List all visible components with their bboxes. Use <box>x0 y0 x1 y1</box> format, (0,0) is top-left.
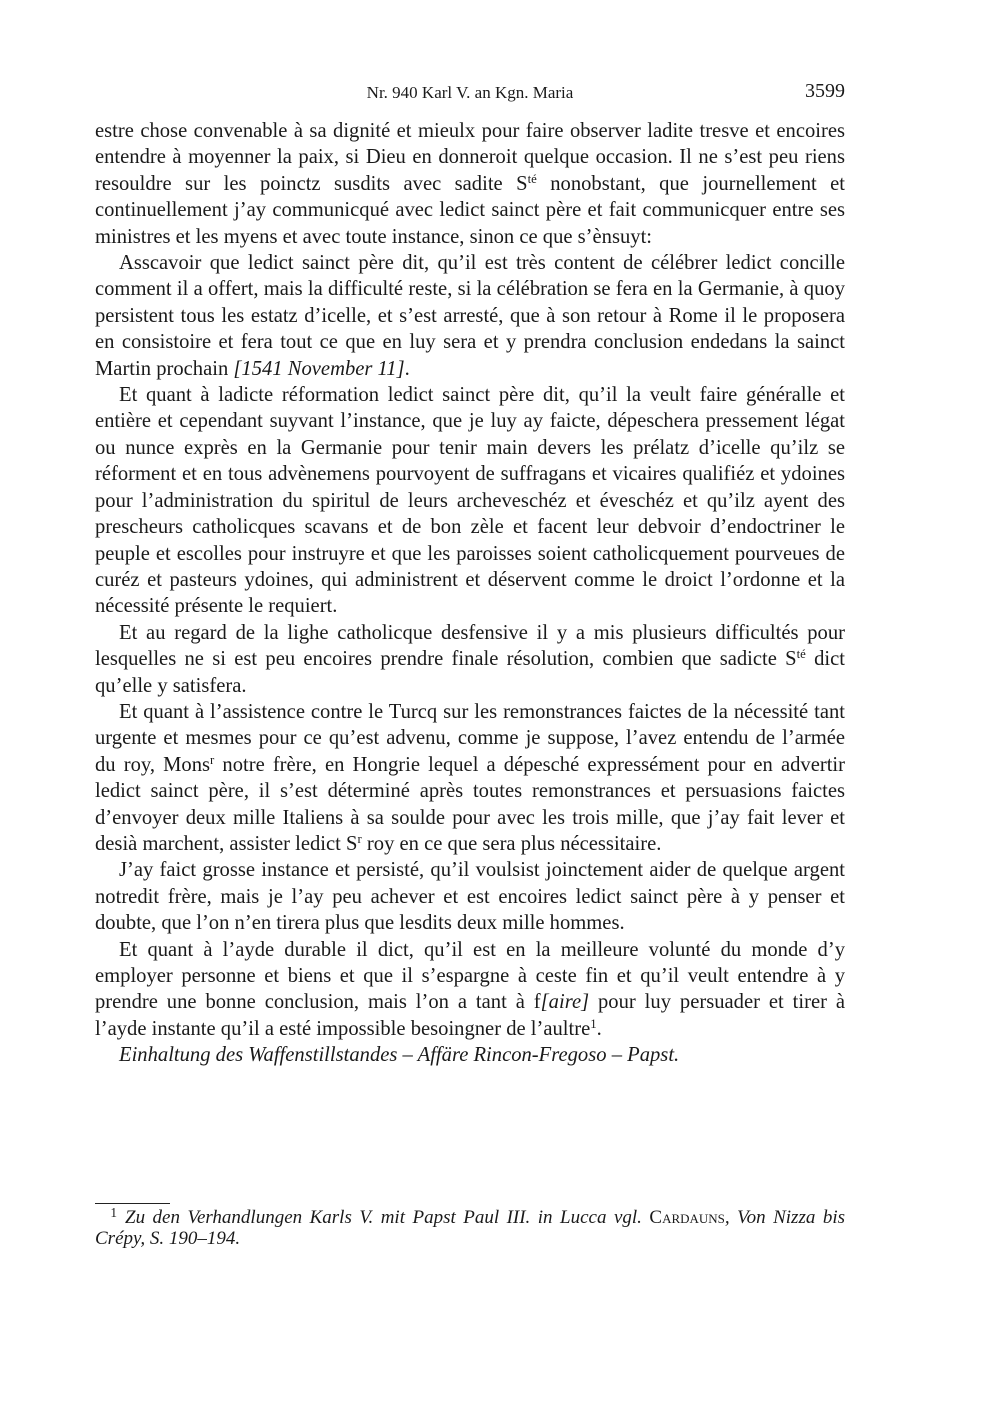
text-run: Et quant à ladicte réformation ledict sainct père dit, qu’il la veult faire généralle et entière et cependant suyvant l’instance, que je luy ay faicte, dépeschera pressement légat ou nunce exprès en la Germanie pour tenir main devers les prélatz d’icelle qu’ilz se réforment et en tous advènemens pourvoyent de suffragans et vicaires qualifiéz et ydoines pour l’administration du spiritul de leurs archeveschéz et éveschéz et qu’ilz ayent des prescheurs catholicques scavans et de bon zèle et facent leur debvoir d’endoctriner le peuple et escolles pour instruyre et que les paroisses soient catholicquement pourveues de curéz et pasteurs ydoines, qui administrent et déservent comme le droict l’ordonne et la nécessité présente le requiert. <box>95 384 845 618</box>
italic-text: , Von Nizza bis Crépy, S. 190–194. <box>95 1207 845 1249</box>
superscript: r <box>357 831 362 846</box>
paragraph <box>95 1042 845 1068</box>
paragraph <box>95 699 845 857</box>
text-run: nonobstant, que journellement et continuellement j’ay communicqué avec ledict sainct père et fait communicquer entre ses ministres et les myens et avec toute instance, sinon ce que s’ènsuyt: <box>95 172 846 248</box>
footnotes <box>95 1207 845 1249</box>
page-number: 3599 <box>805 80 845 102</box>
paragraph <box>95 620 845 699</box>
paragraph <box>95 118 845 250</box>
running-title: Nr. 940 Karl V. an Kgn. Maria <box>366 83 574 102</box>
paragraph <box>95 250 845 382</box>
footnote-separator <box>95 1203 170 1204</box>
text-run: J’ay faict grosse instance et persisté, qu’il voulsist joinctement aider de quelque argent notredit frère, mais je l’ay peu achever et est encoires ledict sainct père à y penser et doubte, que l’on n’en tirera plus que lesdits deux mille hommes. <box>95 859 845 935</box>
italic-text: Zu den Verhandlungen Karls V. mit Papst Paul III. in Lucca vgl. <box>125 1207 650 1228</box>
text-run: Et quant à l’assistence contre le Turcq sur les remonstrances faictes de la nécessité tant urgente et mesmes pour ce qu’est advenu, comme je suppose, l’avez entendu de l’armée du roy, Mons <box>95 700 845 776</box>
text-run: estre chose convenable à sa dignité et mieulx pour faire observer ladite tresve et encoires entendre à moyenner la paix, si Dieu en donneroit quelque occasion. Il ne s’est peu riens resouldre sur les poinctz susdits avec sadite S <box>95 120 845 195</box>
paragraph <box>95 382 845 620</box>
footnote: 1 Zu den Verhandlungen Karls V. mit Papst Paul III. in Lucca vgl. Cardauns, Von Nizza bis Crépy, S. 190–194. <box>95 1205 845 1249</box>
text-run: dict qu’elle y satisfera. <box>95 648 846 697</box>
text-run: . <box>404 357 410 380</box>
text-run: Et quant à l’ayde durable il dict, qu’il est en la meilleure volunté du monde d’y employer personne et biens et que il s’espargne à ceste fin et qu’il veult entendre à y prendre une bonne conclusion, mais l’on a tant à f <box>95 938 845 1014</box>
superscript: r <box>210 752 215 767</box>
italic-text: Einhaltung des Waffenstillstandes – Affäre Rincon-Fregoso – Papst. <box>119 1044 680 1067</box>
footnote-reference: 1 <box>590 1016 597 1031</box>
text-run: Asscavoir que ledict sainct père dit, qu’il est très content de célébrer ledict concille comment il a offert, mais la difficulté reste, si la célébration se fera en la Germanie, à quoy persistent tous les estatz d’icelle, et s’est arresté, que à son retour à Rome il le proposera en consistoire et fera tout ce que en luy sera et y prendra conclusion endedans la sainct Martin prochain <box>95 252 845 380</box>
paragraph <box>95 937 845 1043</box>
paragraph <box>95 857 845 936</box>
italic-text: [aire] <box>540 991 590 1014</box>
document-body <box>95 118 845 1069</box>
text-run: pour luy persuader et tirer à l’ayde instante qu’il a esté impossible besoingner de l’aultre <box>95 991 845 1040</box>
superscript: té <box>796 647 806 662</box>
text-run: Et au regard de la lighe catholicque desfensive il y a mis plusieurs difficultés pour lesquelles ne si est peu encoires prendre finale résolution, combien que sadicte S <box>95 621 845 671</box>
text-run: roy en ce que sera plus nécessitaire. <box>361 832 662 855</box>
text-run: . <box>596 1017 602 1040</box>
author-name: Cardauns <box>649 1207 725 1228</box>
running-header <box>95 80 845 108</box>
text-run: notre frère, en Hongrie lequel a dépesché expressément pour en advertir ledict sainct père, il s’est déterminé après toutes remonstrances et persuasions faictes d’envoyer deux mille Italiens à sa soulde pour avec les trois mille, que j’ay fait lever et desià marchent, assister ledict S <box>95 753 846 855</box>
italic-text: [1541 November 11] <box>233 357 405 380</box>
superscript: té <box>527 171 537 186</box>
